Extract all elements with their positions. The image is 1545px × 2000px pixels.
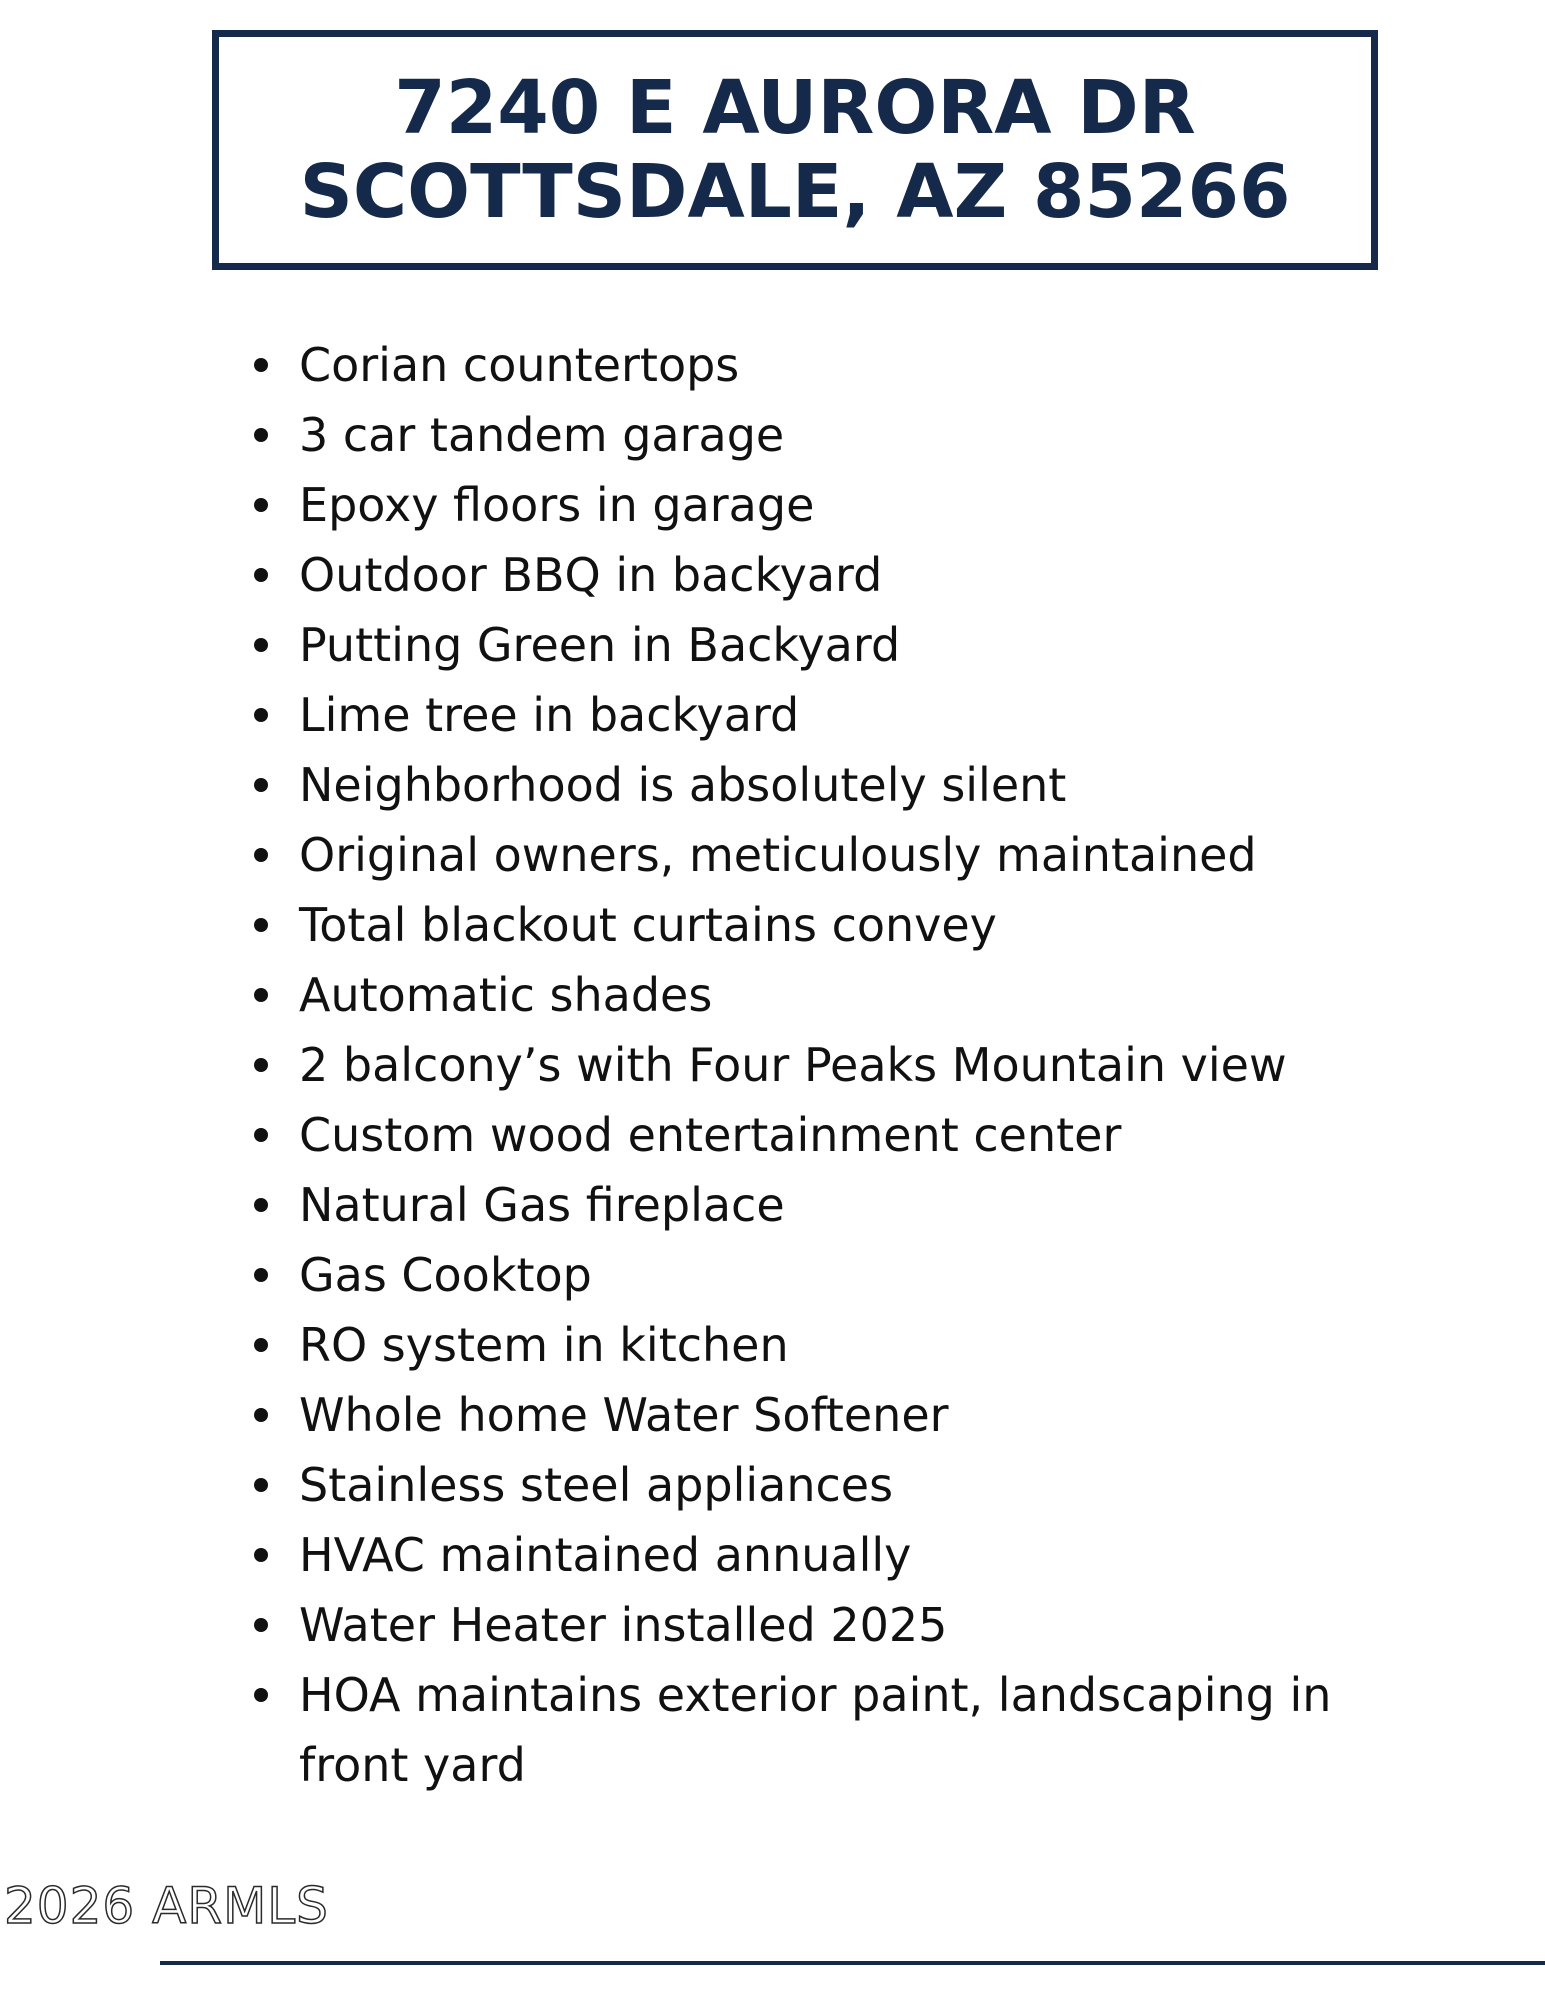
feature-item bbox=[250, 400, 1430, 470]
feature-text: HVAC maintained annually bbox=[299, 1528, 912, 1582]
bullet-icon bbox=[254, 1548, 268, 1562]
bottom-divider bbox=[160, 1961, 1545, 1965]
feature-text: Total blackout curtains convey bbox=[299, 898, 997, 952]
feature-item bbox=[250, 1590, 1430, 1660]
feature-text: HOA maintains exterior paint, landscaping in front yard bbox=[299, 1668, 1332, 1792]
bullet-icon bbox=[254, 498, 268, 512]
bullet-icon bbox=[254, 1688, 268, 1702]
feature-text: Custom wood entertainment center bbox=[299, 1108, 1122, 1162]
feature-text: Epoxy floors in garage bbox=[299, 478, 815, 532]
feature-item bbox=[250, 540, 1430, 610]
bullet-icon bbox=[254, 1198, 268, 1212]
address-header-box bbox=[212, 30, 1378, 270]
feature-text: Water Heater installed 2025 bbox=[299, 1598, 948, 1652]
bullet-icon bbox=[254, 568, 268, 582]
feature-item bbox=[250, 1310, 1430, 1380]
bullet-icon bbox=[254, 1268, 268, 1282]
feature-text: 3 car tandem garage bbox=[299, 408, 785, 462]
feature-item bbox=[250, 1660, 1430, 1800]
feature-text: Lime tree in backyard bbox=[299, 688, 800, 742]
feature-item bbox=[250, 750, 1430, 820]
feature-text: Stainless steel appliances bbox=[299, 1458, 894, 1512]
feature-item bbox=[250, 1170, 1430, 1240]
bullet-icon bbox=[254, 1058, 268, 1072]
feature-list bbox=[250, 330, 1430, 1800]
copyright-watermark: 2026 ARMLS bbox=[4, 1877, 329, 1935]
feature-text: Automatic shades bbox=[299, 968, 713, 1022]
bullet-icon bbox=[254, 428, 268, 442]
bullet-icon bbox=[254, 1128, 268, 1142]
bullet-icon bbox=[254, 918, 268, 932]
feature-item bbox=[250, 1100, 1430, 1170]
feature-item bbox=[250, 330, 1430, 400]
feature-text: Whole home Water Softener bbox=[299, 1388, 949, 1442]
feature-text: 2 balcony’s with Four Peaks Mountain view bbox=[299, 1038, 1287, 1092]
feature-text: Corian countertops bbox=[299, 338, 740, 392]
feature-text: Outdoor BBQ in backyard bbox=[299, 548, 883, 602]
feature-item bbox=[250, 960, 1430, 1030]
bullet-icon bbox=[254, 1478, 268, 1492]
bullet-icon bbox=[254, 848, 268, 862]
feature-item bbox=[250, 610, 1430, 680]
feature-text: RO system in kitchen bbox=[299, 1318, 789, 1372]
feature-text: Putting Green in Backyard bbox=[299, 618, 901, 672]
feature-text: Neighborhood is absolutely silent bbox=[299, 758, 1067, 812]
feature-item bbox=[250, 890, 1430, 960]
feature-item bbox=[250, 1030, 1430, 1100]
bullet-icon bbox=[254, 1618, 268, 1632]
feature-item bbox=[250, 820, 1430, 890]
feature-item bbox=[250, 1240, 1430, 1310]
address-city-state-zip: SCOTTSDALE, AZ 85266 bbox=[299, 149, 1291, 235]
feature-item bbox=[250, 1450, 1430, 1520]
bullet-icon bbox=[254, 358, 268, 372]
feature-text: Original owners, meticulously maintained bbox=[299, 828, 1257, 882]
bullet-icon bbox=[254, 708, 268, 722]
bullet-icon bbox=[254, 778, 268, 792]
bullet-icon bbox=[254, 1408, 268, 1422]
feature-item bbox=[250, 1520, 1430, 1590]
address-street: 7240 E AURORA DR bbox=[394, 65, 1196, 151]
bullet-icon bbox=[254, 1338, 268, 1352]
feature-item bbox=[250, 1380, 1430, 1450]
bullet-icon bbox=[254, 638, 268, 652]
feature-item bbox=[250, 680, 1430, 750]
feature-item bbox=[250, 470, 1430, 540]
feature-text: Gas Cooktop bbox=[299, 1248, 592, 1302]
feature-text: Natural Gas fireplace bbox=[299, 1178, 785, 1232]
bullet-icon bbox=[254, 988, 268, 1002]
